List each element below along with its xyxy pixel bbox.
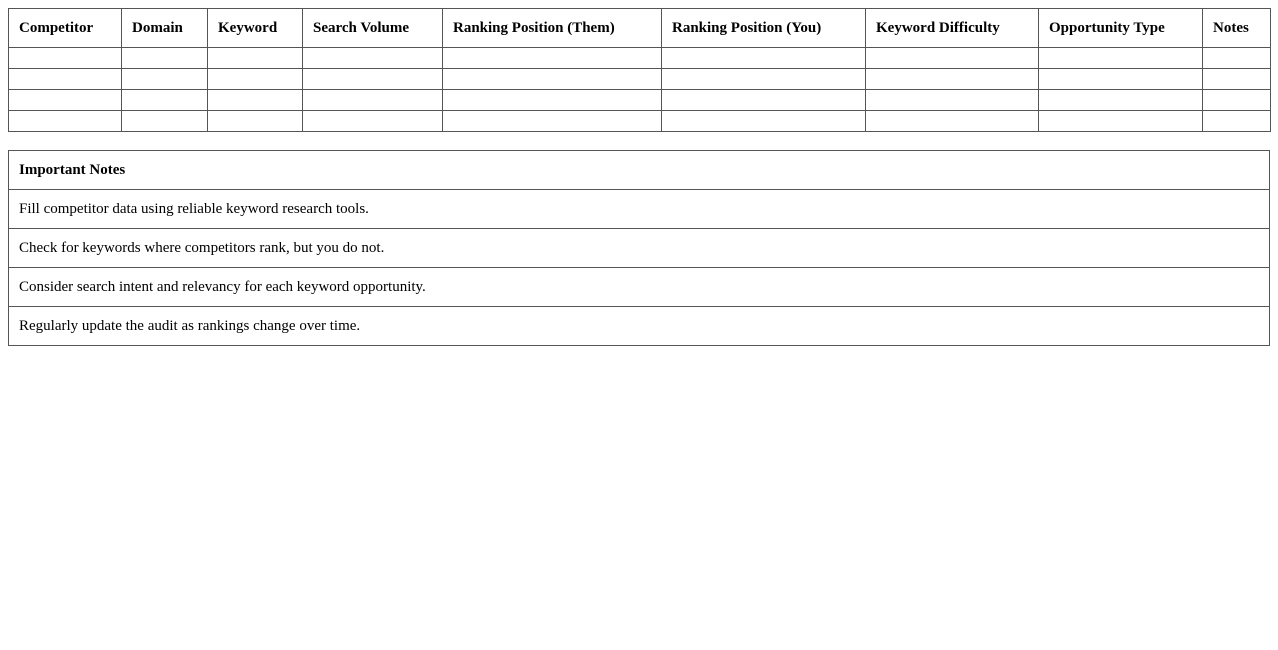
table-cell[interactable]: [866, 69, 1039, 90]
table-row: [9, 111, 1271, 132]
note-item: Fill competitor data using reliable keyword research tools.: [9, 190, 1270, 229]
notes-title: Important Notes: [9, 151, 1270, 190]
table-cell[interactable]: [1203, 90, 1271, 111]
table-cell[interactable]: [1203, 111, 1271, 132]
table-cell[interactable]: [662, 69, 866, 90]
notes-header-row: [9, 151, 1270, 190]
list-item: [9, 268, 1270, 307]
table-row: [9, 90, 1271, 111]
page-content: [8, 8, 1270, 346]
table-cell[interactable]: [303, 90, 443, 111]
table-cell[interactable]: [122, 69, 208, 90]
table-row: [9, 48, 1271, 69]
important-notes-table: [8, 150, 1270, 346]
table-cell[interactable]: [866, 111, 1039, 132]
table-cell[interactable]: [9, 90, 122, 111]
list-item: [9, 307, 1270, 346]
table-cell[interactable]: [208, 111, 303, 132]
table-cell[interactable]: [1039, 111, 1203, 132]
list-item: [9, 190, 1270, 229]
table-cell[interactable]: [443, 111, 662, 132]
table-cell[interactable]: [866, 48, 1039, 69]
table-cell[interactable]: [303, 48, 443, 69]
header-keyword-difficulty: Keyword Difficulty: [866, 9, 1039, 48]
competitor-keyword-table: [8, 8, 1271, 132]
header-ranking-position-you: Ranking Position (You): [662, 9, 866, 48]
table-cell[interactable]: [122, 48, 208, 69]
header-search-volume: Search Volume: [303, 9, 443, 48]
table-cell[interactable]: [208, 69, 303, 90]
table-cell[interactable]: [1203, 69, 1271, 90]
table-cell[interactable]: [9, 48, 122, 69]
header-notes: Notes: [1203, 9, 1271, 48]
table-cell[interactable]: [1203, 48, 1271, 69]
header-competitor: Competitor: [9, 9, 122, 48]
table-cell[interactable]: [1039, 90, 1203, 111]
table-cell[interactable]: [662, 90, 866, 111]
header-keyword: Keyword: [208, 9, 303, 48]
table-cell[interactable]: [662, 111, 866, 132]
table-cell[interactable]: [303, 69, 443, 90]
table-cell[interactable]: [443, 69, 662, 90]
table-cell[interactable]: [866, 90, 1039, 111]
table-cell[interactable]: [443, 90, 662, 111]
table-row: [9, 69, 1271, 90]
table-cell[interactable]: [122, 90, 208, 111]
table-cell[interactable]: [208, 90, 303, 111]
header-ranking-position-them: Ranking Position (Them): [443, 9, 662, 48]
table-cell[interactable]: [9, 111, 122, 132]
table-cell[interactable]: [303, 111, 443, 132]
header-opportunity-type: Opportunity Type: [1039, 9, 1203, 48]
table-cell[interactable]: [208, 48, 303, 69]
header-domain: Domain: [122, 9, 208, 48]
table-cell[interactable]: [122, 111, 208, 132]
note-item: Check for keywords where competitors rank, but you do not.: [9, 229, 1270, 268]
table-cell[interactable]: [1039, 48, 1203, 69]
note-item: Consider search intent and relevancy for each keyword opportunity.: [9, 268, 1270, 307]
note-item: Regularly update the audit as rankings change over time.: [9, 307, 1270, 346]
table-header-row: [9, 9, 1271, 48]
table-cell[interactable]: [1039, 69, 1203, 90]
list-item: [9, 229, 1270, 268]
table-cell[interactable]: [9, 69, 122, 90]
table-cell[interactable]: [443, 48, 662, 69]
table-cell[interactable]: [662, 48, 866, 69]
